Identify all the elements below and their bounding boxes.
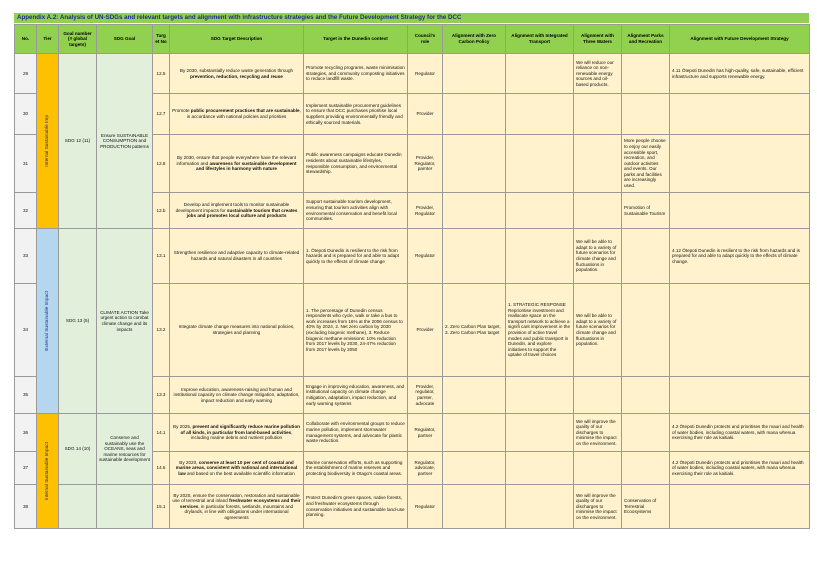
header-parks: Alignment Parks and Recreation — [622, 25, 670, 54]
target-description — [170, 485, 304, 529]
tier-label: Internal Sustainable Imp — [44, 115, 50, 167]
header-target-description: SDG Target Description — [170, 25, 304, 54]
target-description — [170, 193, 304, 229]
transport-alignment — [506, 452, 574, 485]
fds-alignment — [670, 193, 810, 229]
zero-carbon-alignment — [443, 414, 506, 452]
three-waters-alignment: We will be able to adapt to a variety of future scenarios for climate change and fluctuations in population. — [574, 284, 622, 377]
header-zero-carbon: Alignment with Zero Carbon Policy — [443, 25, 506, 54]
target-number: 14.1 — [153, 414, 170, 452]
header-fds: Alignment with Future Development Strategy — [670, 25, 810, 54]
dunedin-context: Marine conservation efforts, such as supporting the establishment of marine reserves and protecting biodiversity in Otago's coastal areas. — [304, 452, 408, 485]
description-text: Strengthen resilience and adaptive capacity to climate-related hazards and natural disasters in all countries — [173, 250, 300, 261]
row-number: 37 — [15, 452, 37, 485]
council-role: Regulator — [408, 485, 443, 529]
sdg-goal-cell: Conserve and sustainably use the OCEANS, seas and marine resources for sustainable development — [97, 414, 153, 485]
header-three-waters: Alignment with Three Waters — [574, 25, 622, 54]
description-text: By 2030, ensure that people everywhere have the relevant information and — [176, 155, 296, 166]
three-waters-alignment — [574, 135, 622, 193]
sdg-goal-cell: CLIMATE ACTION Take urgent action to combat climate change and its impacts — [97, 229, 153, 414]
header-target-no: Target No — [153, 25, 170, 54]
target-number: 13.2 — [153, 284, 170, 377]
target-number: 13.3 — [153, 377, 170, 414]
zero-carbon-alignment — [443, 54, 506, 94]
three-waters-alignment: We will be able to adapt to a variety of future scenarios for climate change and fluctuations in population. — [574, 229, 622, 284]
transport-alignment: 1. STRATEGIC RESPONSE Reprioritise investment and reallocate space on the transport network to achieve a signifi cant improvement in the provision of active travel modes and public transport in Dunedin, and explore initiatives to support the uptake of travel choices — [506, 284, 574, 377]
transport-alignment — [506, 54, 574, 94]
parks-alignment — [622, 229, 670, 284]
row-number: 34 — [15, 284, 37, 377]
dunedin-context: Collaborate with environmental groups to reduce marine pollution, implement stormwater management systems, and advocate for plastic waste reduction. — [304, 414, 408, 452]
target-number: 12.b — [153, 193, 170, 229]
three-waters-alignment — [574, 94, 622, 135]
fds-alignment — [670, 94, 810, 135]
description-text: By 2025, — [173, 424, 193, 430]
sdg-alignment-table — [14, 24, 810, 529]
target-description — [170, 414, 304, 452]
header-context: Target in the Dunedin context — [304, 25, 408, 54]
parks-alignment — [622, 414, 670, 452]
dunedin-context: Promote recycling programs, waste minimisation strategies, and community composting initiatives to reduce landfill waste. — [304, 54, 408, 94]
zero-carbon-alignment — [443, 452, 506, 485]
description-text: Integrate climate change measures into national policies, strategies and planning — [178, 324, 295, 335]
target-description — [170, 452, 304, 485]
fds-alignment — [670, 485, 810, 529]
zero-carbon-alignment — [443, 94, 506, 135]
transport-alignment — [506, 94, 574, 135]
parks-alignment — [622, 284, 670, 377]
fds-alignment: 4.2 Ōtepoti Dunedin protects and prioritises the mauri and health of water bodies, including coastal waters, with mana whenua exercising their role as kaitiaki. — [670, 452, 810, 485]
transport-alignment — [506, 485, 574, 529]
tier-label: External Sustainable Impact — [44, 291, 50, 351]
row-number: 38 — [15, 485, 37, 529]
header-transport: Alignment with Integrated Transport — [506, 25, 574, 54]
three-waters-alignment — [574, 452, 622, 485]
fds-alignment: 4.12 Ōtepoti Dunedin is resilient to the risk from hazards and is prepared for and able to adapt quickly to the effects of climate change. — [670, 229, 810, 284]
tier-label: Internal Sustainable Impact — [44, 441, 50, 501]
parks-alignment — [622, 377, 670, 414]
target-number: 12.8 — [153, 135, 170, 193]
three-waters-alignment: We will improve the quality of our discharges to minimise the impact on the environment. — [574, 485, 622, 529]
row-number: 36 — [15, 414, 37, 452]
goal-number-cell: SDG 12 (11) — [59, 54, 97, 229]
council-role: Provider, regulator, parnter, advocate — [408, 377, 443, 414]
fds-alignment: 4.11 Ōtepoti Dunedin has high-quality, safe, sustainable, efficient infrastructure and supports renewable energy. — [670, 54, 810, 94]
three-waters-alignment — [574, 377, 622, 414]
page-title: Appendix A.2: Analysis of UN-SDGs and relevant targets and alignment with infrastructure strategies and the Future Development Strategy for the DCC — [14, 13, 809, 23]
parks-alignment — [622, 452, 670, 485]
row-number: 35 — [15, 377, 37, 414]
dunedin-context: 1. Ōtepoti Dunedin is resilient to the risk from hazards and is prepared for and able to adapt quickly to the effects of climate change — [304, 229, 408, 284]
dunedin-context: Implement sustainable procurement guidelines to ensure that DCC purchases prioritise local suppliers providing environmentally friendly and ethically sourced materials. — [304, 94, 408, 135]
goal-number-cell — [59, 485, 97, 529]
council-role: Regulator — [408, 229, 443, 284]
description-text: Promote — [172, 108, 191, 114]
row-number: 30 — [15, 94, 37, 135]
description-text-end: , including marine debris and nutrient pollution — [190, 429, 293, 441]
description-text: By 2030, substantially reduce waste generation through — [179, 67, 294, 73]
description-text-end: and based on the best available scientific information — [185, 470, 295, 476]
goal-number-cell: SDG 14 (10) — [59, 414, 97, 485]
dunedin-context: 1. The percentage of Dunedin census respondents who cycle, walk or take a bus to work increases from 16% at the 2006 census to 40% by 2024, 2. Net zero carbon by 2030 (excluding biogenic methane), 3. Reduce biogenic methane emissions: 10% reduction from 2017 levels by 2030, 24-47% reduction from 2017 levels by 2050 — [304, 284, 408, 377]
header-goal-number: Goal number (# global targets) — [59, 25, 97, 54]
fds-alignment — [670, 284, 810, 377]
dunedin-context: Engage in improving education, awareness, and institutional capacity on climate change mitigation, adaptation, impact reduction, and early warning systems — [304, 377, 408, 414]
council-role: Regulator, partner — [408, 414, 443, 452]
transport-alignment — [506, 414, 574, 452]
target-number: 14.5 — [153, 452, 170, 485]
description-emphasis: sustainable tourism that creates jobs and promotes local culture and products — [186, 207, 298, 219]
council-role: Provider, Regulator, parnter — [408, 135, 443, 193]
dunedin-context: Protect Dunedin's green spaces, native forests, and freshwater ecosystems through conservation initiatives and sustainable land-use planning. — [304, 485, 408, 529]
target-number: 12.5 — [153, 54, 170, 94]
zero-carbon-alignment — [443, 135, 506, 193]
parks-alignment: Promotion of Sustainable Tourism — [622, 193, 670, 229]
transport-alignment — [506, 229, 574, 284]
description-emphasis: prevention, reduction, recycling and reuse — [190, 73, 283, 79]
transport-alignment — [506, 193, 574, 229]
description-emphasis: prevent and significantly reduce marine pollution of all kinds, in particular from land-based activities — [180, 424, 300, 435]
transport-alignment — [506, 377, 574, 414]
target-description — [170, 284, 304, 377]
zero-carbon-alignment — [443, 377, 506, 414]
description-text: By 2020, ensure the conservation, restoration and sustainable use of terrestrial and inland — [172, 492, 300, 504]
parks-alignment: Conservation of Terrestrial Ecoosystems — [622, 485, 670, 529]
goal-number-cell: SDG 13 (5) — [59, 229, 97, 414]
description-emphasis: awareness for sustainable development and lifestyles in harmony with nature — [196, 160, 297, 172]
parks-alignment: More people choose to enjoy our easily accessible sport, recreation, and outdoor activities and events. Our parks and facilities are increasingly used. — [622, 135, 670, 193]
target-description — [170, 94, 304, 135]
description-emphasis: freshwater ecosystems and their services — [179, 498, 301, 509]
tier-cell — [37, 54, 59, 229]
dunedin-context: Public awareness campaigns educate Dunedin residents about sustainable lifestyles, responsible consumption, and environmental stewardship. — [304, 135, 408, 193]
description-text: By 2020, — [179, 459, 199, 465]
zero-carbon-alignment — [443, 229, 506, 284]
transport-alignment — [506, 135, 574, 193]
target-description — [170, 377, 304, 414]
description-text: Develop and implement tools to monitor sustainable development impacts for — [175, 202, 290, 213]
parks-alignment — [622, 94, 670, 135]
council-role: Provider, Regulator — [408, 193, 443, 229]
zero-carbon-alignment — [443, 193, 506, 229]
tier-cell — [37, 414, 59, 529]
header-role: Council's role — [408, 25, 443, 54]
three-waters-alignment: We will improve the quality of our discharges to minimise the impact on the environment. — [574, 414, 622, 452]
row-number: 32 — [15, 193, 37, 229]
table-row — [15, 414, 810, 452]
fds-alignment — [670, 377, 810, 414]
description-text-end: , in accordance with national policies and priorities — [186, 108, 301, 119]
row-number: 31 — [15, 135, 37, 193]
target-number: 13.1 — [153, 229, 170, 284]
description-text: Improve education, awareness-raising and human and institutional capacity on climate change mitigation, adaptation, impact reduction and early warning — [173, 386, 300, 403]
sdg-goal-cell: Ensure SUSTAINABLE CONSUMPTION and PRODUCTION patterns — [97, 54, 153, 229]
zero-carbon-alignment — [443, 485, 506, 529]
council-role: Provider — [408, 284, 443, 377]
description-emphasis: conserve at least 10 per cent of coastal and marine areas, consistent with national and international law — [175, 459, 298, 476]
council-role: Regulator — [408, 54, 443, 94]
header-sdg-goal: SDG Goal — [97, 25, 153, 54]
dunedin-context: Support sustainable tourism development, ensuring that tourism activities align with environmental conservation and benefit local communities. — [304, 193, 408, 229]
sdg-goal-cell — [97, 485, 153, 529]
target-number: 12.7 — [153, 94, 170, 135]
header-row — [15, 25, 810, 54]
council-role: Regulator, advocate, partner — [408, 452, 443, 485]
description-emphasis: public procurement practices that are sustainable — [190, 108, 300, 114]
target-description — [170, 54, 304, 94]
fds-alignment: 4.2 Ōtepoti Dunedin protects and prioritises the mauri and health of water bodies, including coastal waters, with mana whenua exercising their role as kaitiaki. — [670, 414, 810, 452]
header-no: No. — [15, 25, 37, 54]
tier-cell — [37, 229, 59, 414]
description-text-end: , in particular forests, wetlands, mountains and drylands, in line with obligations under international agreements — [184, 503, 294, 520]
fds-alignment — [670, 135, 810, 193]
table-row — [15, 229, 810, 284]
three-waters-alignment — [574, 193, 622, 229]
header-tier: Tier — [37, 25, 59, 54]
zero-carbon-alignment: 2. Zero Carbon Plan target, 3. Zero Carbon Plan target — [443, 284, 506, 377]
parks-alignment — [622, 54, 670, 94]
target-description — [170, 135, 304, 193]
row-number: 33 — [15, 229, 37, 284]
three-waters-alignment: We will reduce our reliance on non-renewable energy sources and oil-based products. — [574, 54, 622, 94]
table-row — [15, 485, 810, 529]
target-description — [170, 229, 304, 284]
row-number: 29 — [15, 54, 37, 94]
council-role: Provider — [408, 94, 443, 135]
target-number: 15.1 — [153, 485, 170, 529]
table-row — [15, 54, 810, 94]
